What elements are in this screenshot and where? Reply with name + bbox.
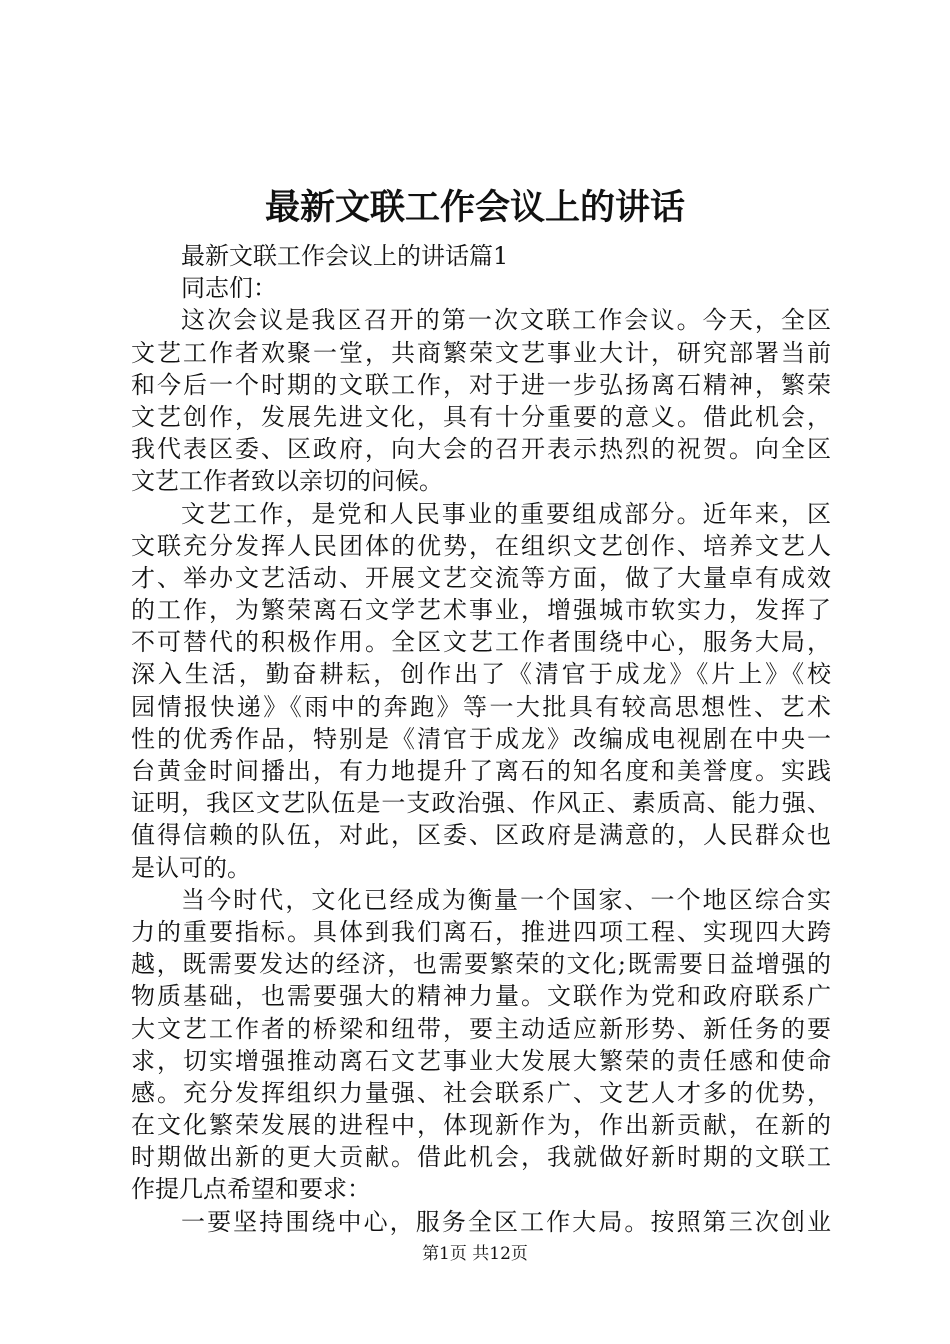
text-line: 才、举办文艺活动、开展文艺交流等方面，做了大量卓有成效: [131, 563, 831, 592]
text-line: 园情报快递》《雨中的奔跑》等一大批具有较高思想性、艺术: [131, 692, 831, 721]
text-line: 不可替代的积极作用。全区文艺工作者围绕中心，服务大局，: [131, 628, 831, 657]
text-line: 大文艺工作者的桥梁和纽带，要主动适应新形势、新任务的要: [131, 1014, 831, 1043]
text-line: 求，切实增强推动离石文艺事业大发展大繁荣的责任感和使命: [131, 1046, 831, 1075]
text-line: 同志们：: [181, 274, 277, 303]
text-line: 文联充分发挥人民团体的优势，在组织文艺创作、培养文艺人: [131, 531, 831, 560]
text-line: 文艺创作，发展先进文化，具有十分重要的意义。借此机会，: [131, 402, 831, 431]
text-line: 一要坚持围绕中心，服务全区工作大局。按照第三次创业: [181, 1207, 831, 1236]
text-line: 作提几点希望和要求：: [131, 1175, 371, 1204]
text-line: 的工作，为繁荣离石文学艺术事业，增强城市软实力，发挥了: [131, 596, 831, 625]
text-line: 和今后一个时期的文联工作，对于进一步弘扬离石精神，繁荣: [131, 370, 831, 399]
text-line: 时期做出新的更大贡献。借此机会，我就做好新时期的文联工: [131, 1143, 831, 1172]
document-body: [131, 240, 831, 1238]
text-line: 性的优秀作品，特别是《清官于成龙》改编成电视剧在中央一: [131, 724, 831, 753]
text-line: 证明，我区文艺队伍是一支政治强、作风正、素质高、能力强、: [131, 789, 831, 818]
text-line: 感。充分发挥组织力量强、社会联系广、文艺人才多的优势，: [131, 1078, 831, 1107]
text-line: 最新文联工作会议上的讲话篇1: [181, 242, 509, 270]
text-line: 文艺工作，是党和人民事业的重要组成部分。近年来，区: [181, 499, 831, 528]
text-line: 当今时代，文化已经成为衡量一个国家、一个地区综合实: [181, 885, 831, 914]
text-line: 力的重要指标。具体到我们离石，推进四项工程、实现四大跨: [131, 917, 831, 946]
text-line: 文艺工作者致以亲切的问候。: [131, 467, 443, 496]
text-line: 文艺工作者欢聚一堂，共商繁荣文艺事业大计，研究部署当前: [131, 338, 831, 367]
text-line: 物质基础，也需要强大的精神力量。文联作为党和政府联系广: [131, 982, 831, 1011]
text-line: 台黄金时间播出，有力地提升了离石的知名度和美誉度。实践: [131, 757, 831, 785]
page-footer: 第1页 共12页: [422, 1244, 528, 1264]
text-line: 在文化繁荣发展的进程中，体现新作为，作出新贡献，在新的: [131, 1111, 831, 1140]
text-line: 是认可的。: [131, 853, 251, 882]
text-line: 这次会议是我区召开的第一次文联工作会议。今天，全区: [181, 306, 831, 335]
text-line: 我代表区委、区政府，向大会的召开表示热烈的祝贺。向全区: [131, 435, 831, 464]
text-line: 值得信赖的队伍，对此，区委、区政府是满意的，人民群众也: [131, 821, 831, 850]
text-line: 深入生活，勤奋耕耘，创作出了《清官于成龙》《片上》《校: [131, 660, 831, 689]
document-title: 最新文联工作会议上的讲话: [264, 187, 685, 228]
text-line: 越，既需要发达的经济，也需要繁荣的文化;既需要日益增强的: [131, 950, 831, 979]
